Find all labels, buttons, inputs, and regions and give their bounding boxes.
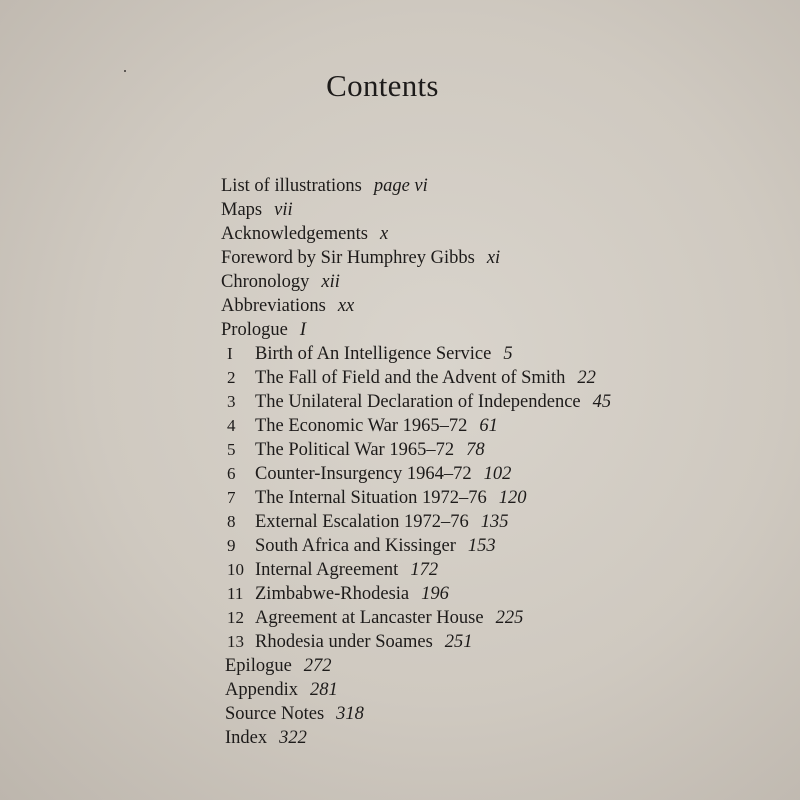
toc-entry-epilogue bbox=[225, 654, 332, 678]
toc-entry-label: Chronology bbox=[221, 272, 310, 292]
toc-entry-abbreviations bbox=[221, 294, 354, 318]
chapter-title: Counter-Insurgency 1964–72 bbox=[255, 464, 472, 484]
chapter-title: Zimbabwe-Rhodesia bbox=[255, 584, 410, 604]
toc-entry-foreword bbox=[221, 246, 500, 270]
chapter-title: Internal Agreement bbox=[255, 560, 399, 580]
toc-entry-index bbox=[225, 726, 307, 750]
toc-entry-page: 281 bbox=[309, 680, 338, 700]
toc-chapter bbox=[227, 438, 485, 462]
chapter-page: 153 bbox=[467, 536, 496, 556]
chapter-page: 172 bbox=[410, 560, 439, 580]
toc-chapter bbox=[227, 414, 498, 438]
toc-entry-page: vii bbox=[274, 200, 293, 220]
toc-entry-appendix bbox=[225, 678, 338, 702]
chapter-page: 135 bbox=[480, 512, 509, 532]
chapter-title: Birth of An Intelligence Service bbox=[255, 344, 492, 364]
toc-entry-label: Maps bbox=[221, 200, 263, 220]
chapter-title: The Unilateral Declaration of Independence bbox=[255, 392, 581, 412]
chapter-page: 5 bbox=[503, 344, 513, 364]
toc-entry-prologue bbox=[221, 318, 306, 342]
toc-entry-label: Acknowledgements bbox=[221, 224, 368, 244]
chapter-number: 3 bbox=[227, 392, 236, 411]
toc-chapter bbox=[227, 606, 523, 630]
chapter-number: 12 bbox=[227, 608, 244, 627]
toc-entry-label: Epilogue bbox=[225, 656, 292, 676]
chapter-page: 45 bbox=[592, 392, 612, 412]
chapter-number: 5 bbox=[227, 440, 236, 459]
chapter-page: 196 bbox=[421, 584, 449, 604]
chapter-number: 10 bbox=[227, 560, 244, 579]
chapter-number: 13 bbox=[227, 632, 244, 651]
toc-chapter bbox=[227, 582, 449, 606]
chapter-number: 2 bbox=[227, 368, 236, 387]
toc-entry-label: Abbreviations bbox=[221, 296, 326, 316]
toc-chapter bbox=[227, 534, 496, 558]
chapter-title: South Africa and Kissinger bbox=[255, 536, 456, 556]
toc-chapter bbox=[227, 510, 508, 534]
chapter-number: 7 bbox=[227, 488, 236, 507]
toc-entry-page: 272 bbox=[303, 656, 332, 676]
toc-entry-maps bbox=[221, 198, 293, 222]
chapter-page: 22 bbox=[577, 368, 596, 388]
chapter-number: 6 bbox=[227, 464, 236, 483]
toc-entry-page: page vi bbox=[373, 176, 428, 196]
toc-entry-page: I bbox=[299, 320, 306, 340]
toc-chapter bbox=[227, 342, 513, 366]
toc-chapter bbox=[227, 558, 438, 582]
toc-entry-label: Prologue bbox=[221, 320, 288, 340]
chapter-title: Rhodesia under Soames bbox=[255, 632, 433, 652]
chapter-number: 4 bbox=[227, 416, 236, 435]
page-title: Contents bbox=[326, 68, 439, 103]
chapter-title: The Fall of Field and the Advent of Smith bbox=[255, 368, 566, 388]
toc-entry-chronology bbox=[221, 270, 340, 294]
chapter-page: 225 bbox=[495, 608, 524, 628]
chapter-title: The Internal Situation 1972–76 bbox=[255, 488, 487, 508]
toc-chapter bbox=[227, 390, 611, 414]
toc-chapter bbox=[227, 462, 511, 486]
chapter-title: External Escalation 1972–76 bbox=[255, 512, 469, 532]
toc-entry-source-notes bbox=[225, 702, 364, 726]
chapter-page: 78 bbox=[466, 440, 485, 460]
toc-entry-label: Index bbox=[225, 728, 268, 748]
toc-entry-label: Source Notes bbox=[225, 704, 325, 724]
toc-entry-page: 322 bbox=[279, 728, 307, 748]
toc-entry-label: Appendix bbox=[225, 680, 298, 700]
toc-entry-page: xi bbox=[486, 248, 501, 268]
toc-entry-label: Foreword by Sir Humphrey Gibbs bbox=[221, 248, 475, 268]
toc-chapter bbox=[227, 366, 596, 390]
chapter-page: 61 bbox=[479, 416, 498, 436]
chapter-title: The Economic War 1965–72 bbox=[255, 416, 468, 436]
chapter-number: 8 bbox=[227, 512, 236, 531]
toc-entry-illustrations bbox=[221, 174, 428, 198]
toc-entry-page: xx bbox=[337, 296, 355, 316]
toc-entry-label: List of illustrations bbox=[221, 176, 362, 196]
toc-chapter bbox=[227, 630, 473, 654]
chapter-title: The Political War 1965–72 bbox=[255, 440, 455, 460]
toc-entry-page: xii bbox=[321, 272, 340, 292]
toc-entry-acknowledgements bbox=[221, 222, 388, 246]
chapter-number: I bbox=[227, 344, 233, 363]
chapter-number: 11 bbox=[227, 584, 244, 603]
toc-entry-page: x bbox=[379, 224, 389, 244]
toc-entry-page: 318 bbox=[336, 704, 364, 724]
chapter-page: 120 bbox=[498, 488, 527, 508]
chapter-title: Agreement at Lancaster House bbox=[255, 608, 484, 628]
chapter-page: 251 bbox=[444, 632, 473, 652]
chapter-number: 9 bbox=[227, 536, 236, 555]
toc-chapter bbox=[227, 486, 526, 510]
chapter-page: 102 bbox=[483, 464, 512, 484]
